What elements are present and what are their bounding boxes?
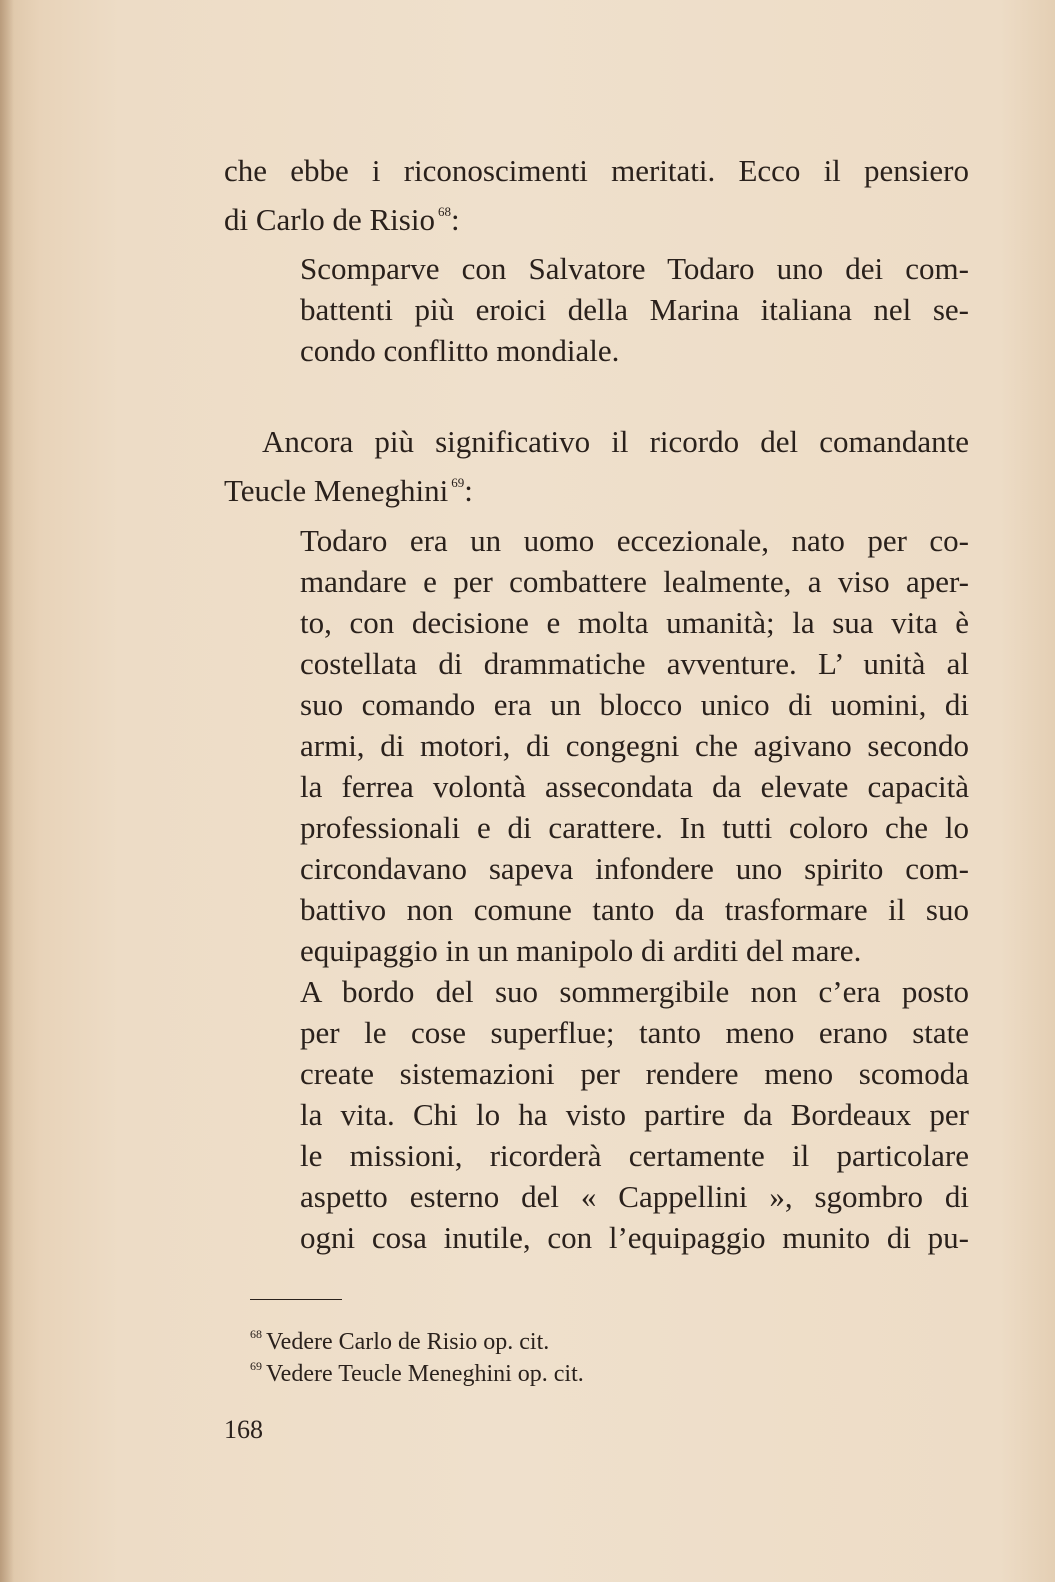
quote-line: Scomparve con Salvatore Todaro uno dei com-: [300, 251, 969, 286]
quote-line: aspetto esterno del « Cappellini », sgombro di: [300, 1179, 969, 1214]
footnote-ref-69: 69: [451, 475, 465, 490]
quote-line: battenti più eroici della Marina italiana nel se-: [300, 292, 969, 327]
quote-line: Todaro era un uomo eccezionale, nato per co-: [300, 523, 969, 558]
footnote-68: $^{68}$ Vedere Carlo de Risio op. cit.: [250, 1327, 550, 1355]
quote-line: condo conflitto mondiale.: [300, 333, 620, 368]
quote-line: to, con decisione e molta umanità; la sua vita è: [300, 605, 969, 640]
page-number: 168: [224, 1415, 263, 1444]
quote-line: professionali e di carattere. In tutti coloro che lo: [300, 810, 969, 845]
text-line: Teucle Meneghini $^{69}$:: [224, 473, 473, 508]
quote-line: le missioni, ricorderà certamente il particolare: [300, 1138, 969, 1173]
quote-line: suo comando era un blocco unico di uomini, di: [300, 687, 969, 722]
quote-line: equipaggio in un manipolo di arditi del mare.: [300, 933, 862, 968]
footnote-69: $^{69}$ Vedere Teucle Meneghini op. cit.: [250, 1359, 584, 1387]
quote-line: create sistemazioni per rendere meno scomoda: [300, 1056, 969, 1091]
text-line: di Carlo de Risio $^{68}$:: [224, 202, 460, 237]
quote-line: armi, di motori, di congegni che agivano secondo: [300, 728, 969, 763]
quote-line: per le cose superflue; tanto meno erano state: [300, 1015, 969, 1050]
quote-line: circondavano sapeva infondere uno spirito com-: [300, 851, 969, 886]
quote-line: la ferrea volontà assecondata da elevate capacità: [300, 769, 969, 804]
text-line: che ebbe i riconoscimenti meritati. Ecco il pensiero: [224, 153, 969, 188]
quote-line: ogni cosa inutile, con l’equipaggio munito di pu-: [300, 1220, 969, 1255]
binding-shadow: [0, 0, 14, 1582]
quote-line: la vita. Chi lo ha visto partire da Bordeaux per: [300, 1097, 969, 1132]
footnote-mark: 68: [250, 1327, 262, 1341]
footnote-rule: [250, 1299, 342, 1300]
quote-line: A bordo del suo sommergibile non c’era posto: [300, 974, 969, 1009]
text-line: Ancora più significativo il ricordo del comandante: [262, 424, 969, 459]
quote-line: costellata di drammatiche avventure. L’ unità al: [300, 646, 969, 681]
quote-line: mandare e per combattere lealmente, a viso aper-: [300, 564, 969, 599]
footnote-ref-68: 68: [437, 204, 451, 219]
footnote-mark: 69: [250, 1359, 262, 1373]
quote-line: battivo non comune tanto da trasformare il suo: [300, 892, 969, 927]
